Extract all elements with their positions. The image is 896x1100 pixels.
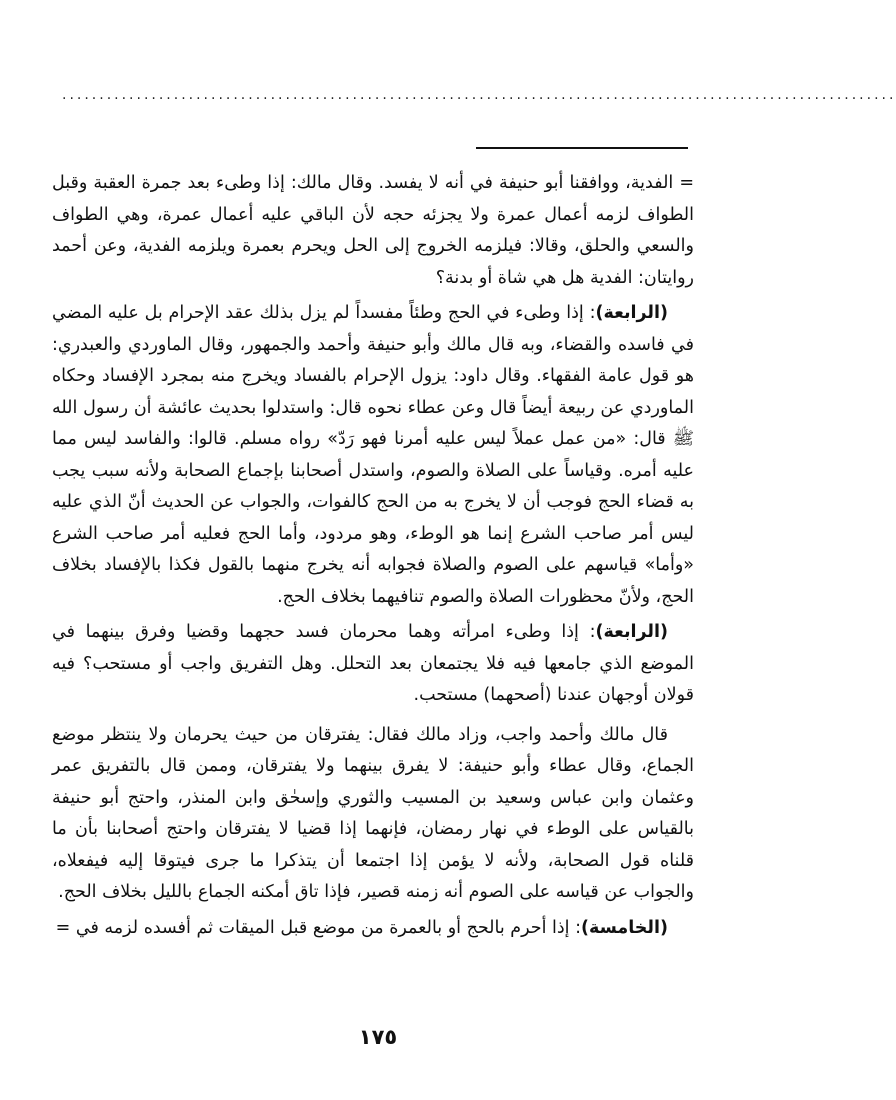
paragraph-lead: (الخامسة) xyxy=(580,917,668,938)
footnote-text-body xyxy=(52,168,694,948)
paragraph-fourth-a xyxy=(52,298,694,613)
paragraph-fifth xyxy=(52,913,694,945)
paragraph-text: قال مالك وأحمد واجب، وزاد مالك فقال: يفترقان من حيث يحرمان ولا ينتظر موضع الجماع، وقال عطاء وأبو حنيفة: لا يفرق بينهما ولا يفترقان، وممن قال بالتفريق عمر وعثمان وابن عباس وسعيد بن المسيب والثوري وإسحٰق وابن المنذر، واحتج أبو حنيفة بالقياس على الوطء في نهار رمضان، فإنهما إذا قضيا لا يفترقان واحتج أصحابنا بأن ما قلناه قول الصحابة، ولأنه لا يؤمن إذا اجتمعا أن يتذكرا ما جرى فيتوقا إليه فيفعلاه، والجواب عن قياسه على الصوم أنه زمنه قصير، فإذا تاق أمكنه الجماع بالليل بخلاف الحج. xyxy=(52,724,694,902)
paragraph-lead: (الرابعة) xyxy=(595,622,668,642)
paragraph-opinions xyxy=(52,720,694,909)
paragraph-text: : إذا أحرم بالحج أو بالعمرة من موضع قبل الميقات ثم أفسده لزمه في = xyxy=(55,917,581,938)
paragraph-fourth-b xyxy=(52,617,694,712)
paragraph-text: = الفدية، ووافقنا أبو حنيفة في أنه لا يفسد. وقال مالك: إذا وطىء بعد جمرة العقبة وقبل الطواف لزمه أعمال عمرة ولا يجزئه حجه لأن الباقي عليه أعمال عمرة، وهي الطواف والسعي والحلق، وقالا: فيلزمه الخروج إلى الحل ويحرم بعمرة ويلزمه الفدية، وعن أحمد روايتان: الفدية هل هي شاة أو بدنة؟ xyxy=(52,173,694,288)
paragraph-text: : إذا وطىء امرأته وهما محرمان فسد حجهما وقضيا وفرق بينهما في الموضع الذي جامعها فيه فلا يجتمعان بعد التحلل. وهل التفريق واجب أو مستحب؟ فيه قولان أوجهان عندنا (أصحهما) مستحب. xyxy=(52,622,694,705)
paragraph-lead: (الرابعة) xyxy=(595,303,668,323)
footnote-rule xyxy=(476,147,688,149)
paragraph-fidya xyxy=(52,168,694,294)
dotted-separator: ................................................................................................................ xyxy=(62,87,896,103)
page-number: ١٧٥ xyxy=(358,1025,398,1049)
paragraph-text: : إذا وطىء في الحج وطئاً مفسداً لم يزل بذلك عقد الإحرام بل عليه المضي في فاسده والقضاء، وبه قال مالك وأبو حنيفة وأحمد والجمهور، وقال الماوردي والعبدري: هو قول عامة الفقهاء. وقال داود: يزول الإحرام بالفساد ويخرج منه بمجرد الإفساد وحكاه الماوردي عن ربيعة أيضاً قال وعن عطاء نحوه قال: واستدلوا بحديث عائشة أن رسول الله ﷺ قال: «من عمل عملاً ليس عليه أمرنا فهو رَدّ» رواه مسلم. قالوا: والفاسد ليس مما عليه أمره. وقياساً على الصلاة والصوم، واستدل أصحابنا بإجماع الصحابة ولأنه سبب يجب به قضاء الحج فوجب أن لا يخرج به من الحج كالفوات، والجواب عن الحديث أنّ الذي عليه ليس أمر صاحب الشرع إنما هو الوطء، وهو مردود، وأما الحج فعليه أمر صاحب الشرع «وأما» قياسهم على الصوم والصلاة فجوابه أنه يخرج منهما بالقول فكذا بالإفساد بخلاف الحج، ولأنّ محظورات الصلاة والصوم تنافيهما بخلاف الحج. xyxy=(52,303,694,607)
